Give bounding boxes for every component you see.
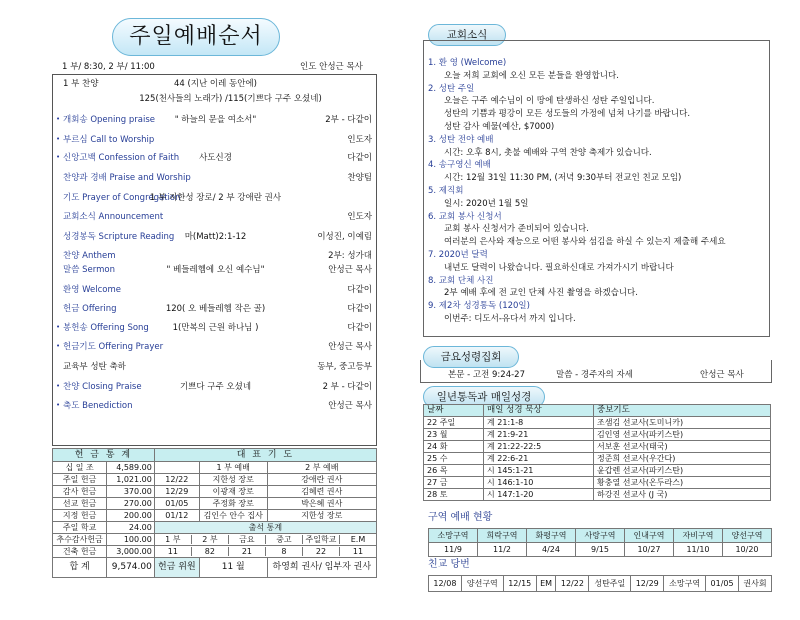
table-row — [424, 477, 771, 489]
order-item-label: 부르심 Call to Worship — [63, 135, 155, 145]
bullet-dot-icon: • — [56, 135, 61, 143]
order-item-detail: " 하늘의 문을 여소서" — [174, 115, 257, 125]
bullet-dot-icon: • — [56, 115, 61, 123]
table-row — [424, 417, 771, 429]
news-text: 오늘 저희 교회에 오신 모든 분들을 환영합니다. — [444, 70, 619, 81]
order-item — [53, 342, 378, 356]
offering-name: 주일 헌금 — [53, 474, 107, 486]
reading-cell: 계 21:9-21 — [484, 429, 594, 441]
reading-cell: 계 22:6-21 — [484, 453, 594, 465]
news-heading: 1. 환 영 (Welcome) — [428, 58, 507, 68]
order-item — [53, 362, 378, 376]
order-item-label: 축도 Benediction — [63, 401, 133, 411]
reading-cell: 28 토 — [424, 489, 484, 501]
order-item — [53, 251, 378, 265]
offering-amount: 200.00 — [107, 510, 155, 522]
order-item-leader: 인도자 — [347, 212, 372, 222]
duty-cell: 12/15 — [503, 576, 536, 592]
attendance-value: 21 — [228, 547, 265, 557]
offering-committee-month: 11 월 — [199, 558, 267, 578]
order-item — [53, 285, 378, 299]
duty-cell: 01/05 — [706, 576, 739, 592]
duty-table — [428, 575, 772, 592]
order-item — [53, 79, 378, 93]
news-text: 2부 예배 후에 전 교인 단체 사진 촬영을 하겠습니다. — [444, 288, 638, 299]
news-text: 여러분의 은사와 재능으로 어떤 봉사와 섬김을 하실 수 있는지 제출해 주세요 — [444, 237, 726, 248]
order-item-detail: 125(천사들의 노래가) /115(기쁘다 구주 오셨네) — [139, 94, 322, 104]
offering-amount: 3,000.00 — [107, 546, 155, 558]
offering-name: 추수감사헌금 — [53, 534, 107, 546]
reading-cell: 김인영 선교사(파키스탄) — [594, 429, 771, 441]
offering-row — [53, 498, 377, 510]
news-heading: 2. 성탄 주일 — [428, 83, 475, 94]
order-item — [53, 135, 378, 149]
news-heading: 3. 성탄 전야 예배 — [428, 134, 494, 145]
offering-row — [53, 534, 377, 546]
table-row — [424, 441, 771, 453]
offering-total-row — [53, 558, 377, 578]
reading-cell: 조샘김 선교사(도미니카) — [594, 417, 771, 429]
table-row — [424, 429, 771, 441]
order-item-label: 1 부 찬양 — [63, 79, 99, 89]
news-box — [423, 40, 770, 337]
offering-amount: 4,589.00 — [107, 462, 155, 474]
duty-cell: 성탄주일 — [589, 576, 631, 592]
attendance-label: 2 부 — [191, 535, 228, 545]
district-header-row — [429, 529, 772, 543]
order-item-detail: " 베들레헴에 오신 예수님" — [166, 265, 265, 275]
prayer-date: 12/22 — [154, 474, 199, 486]
table-row — [424, 465, 771, 477]
offering-amount: 24.00 — [107, 522, 155, 534]
prayer-second-service: 김혜련 권사 — [267, 486, 376, 498]
district-name: 소망구역 — [429, 529, 478, 543]
duty-cell: 소망구역 — [664, 576, 706, 592]
offering-amount: 270.00 — [107, 498, 155, 510]
order-item-leader: 안성근 목사 — [328, 401, 372, 411]
duty-cell: EM — [536, 576, 556, 592]
order-item-detail: 1 부 지한성 장로/ 2 부 강애란 권사 — [149, 193, 282, 203]
attendance-value: 8 — [265, 547, 302, 557]
reading-cell: 24 화 — [424, 441, 484, 453]
attendance-label: 1 부 — [165, 534, 181, 544]
order-item — [53, 153, 378, 167]
district-name: 자비구역 — [674, 529, 723, 543]
bullet-dot-icon: • — [56, 401, 61, 409]
order-item-label: 헌금기도 Offering Prayer — [63, 342, 164, 352]
order-item-leader: 이성진, 이예림 — [317, 232, 372, 242]
prayer-first-service: 1 부 예배 — [199, 462, 267, 474]
duty-row — [429, 576, 772, 592]
news-text: 이번주: 디도서-유다서 까지 입니다. — [444, 314, 576, 324]
district-date: 11/10 — [674, 543, 723, 557]
district-title: 구역 예배 현황 — [428, 512, 493, 523]
order-item — [53, 401, 378, 415]
news-text: 교회 봉사 신청서가 준비되어 있습니다. — [444, 224, 589, 235]
news-text: 오늘은 구주 예수님이 이 땅에 탄생하신 성탄 주일입니다. — [444, 96, 655, 107]
reading-header: 중보기도 — [594, 405, 771, 417]
offering-row — [53, 486, 377, 498]
prayer-first-service: 주정화 장로 — [199, 498, 267, 510]
reading-cell: 계 21:22-22:5 — [484, 441, 594, 453]
order-item-label: 기도 Prayer of Congregation — [63, 193, 181, 203]
duty-cell: 12/29 — [631, 576, 664, 592]
reading-title: 일년통독과 매일성경 — [423, 386, 545, 408]
news-heading: 6. 교회 봉사 신청서 — [428, 211, 502, 222]
attendance-value: 11 — [339, 547, 376, 557]
reading-table — [423, 404, 771, 501]
attendance-values — [154, 546, 376, 558]
news-text: 시간: 오후 8시, 촛불 예배와 구역 찬양 축제가 있습니다. — [444, 147, 652, 158]
order-item-leader: 2부: 성가대 — [328, 251, 372, 261]
offering-name: 십 일 조 — [53, 462, 107, 474]
attendance-label: E.M — [339, 535, 376, 545]
order-item-leader: 다같이 — [347, 285, 372, 295]
news-heading: 7. 2020년 달력 — [428, 250, 488, 260]
table-row — [424, 453, 771, 465]
district-name: 인내구역 — [625, 529, 674, 543]
attendance-label: 주일학교 — [302, 535, 339, 545]
news-text: 시간: 12월 31일 11:30 PM, (저녁 9:30부터 전교인 친교 모임) — [444, 173, 682, 184]
divider — [420, 360, 421, 382]
news-heading: 4. 송구영신 예배 — [428, 160, 491, 171]
prayer-date: 01/12 — [154, 510, 199, 522]
order-item-detail: 기쁘다 구주 오셨네 — [179, 382, 252, 392]
offering-total-amount: 9,574.00 — [107, 558, 155, 578]
reading-cell: 27 금 — [424, 477, 484, 489]
duty-cell: 12/08 — [429, 576, 462, 592]
district-date: 11/2 — [478, 543, 527, 557]
order-item-label: 찬양 Closing Praise — [63, 382, 142, 392]
order-item-detail: 마(Matt)2:1-12 — [184, 232, 247, 242]
friday-text: 본문 - 고전 9:24-27 — [448, 370, 525, 380]
service-leader: 인도 안성근 목사 — [300, 62, 363, 72]
reading-cell: 23 월 — [424, 429, 484, 441]
bullet-dot-icon: • — [56, 382, 61, 390]
reading-cell: 황충열 선교사(온두라스) — [594, 477, 771, 489]
duty-cell: 양선구역 — [461, 576, 503, 592]
news-text: 내년도 달력이 나왔습니다. 필요하신대로 가져가시기 바랍니다 — [444, 262, 674, 273]
district-table — [428, 528, 772, 557]
order-item-label: 성경봉독 Scripture Reading — [63, 232, 175, 242]
service-times: 1 부/ 8:30, 2 부/ 11:00 — [62, 62, 155, 72]
attendance-header: 출석 통계 — [154, 522, 376, 534]
table-row — [424, 489, 771, 501]
district-name: 희락구역 — [478, 529, 527, 543]
news-heading: 8. 교회 단체 사진 — [428, 275, 494, 286]
district-date: 11/9 — [429, 543, 478, 557]
divider — [420, 382, 772, 383]
prayer-date: 12/29 — [154, 486, 199, 498]
news-heading: 5. 제직회 — [428, 186, 464, 196]
news-text: 성탄의 기쁨과 평강이 모든 성도들의 가정에 넘쳐 나기를 바랍니다. — [444, 109, 691, 120]
reading-cell: 시 145:1-21 — [484, 465, 594, 477]
prayer-second-service: 박은혜 권사 — [267, 498, 376, 510]
order-item-leader: 동부, 중고등부 — [317, 362, 372, 372]
order-item-label: 말씀 Sermon — [63, 265, 115, 275]
duty-title: 친교 당번 — [428, 559, 470, 570]
offering-row — [53, 462, 377, 474]
order-item-label: 개회송 Opening praise — [63, 115, 156, 125]
offering-amount: 1,021.00 — [107, 474, 155, 486]
reading-header: 날짜 — [424, 405, 484, 417]
reading-cell: 22 주일 — [424, 417, 484, 429]
district-values-row — [429, 543, 772, 557]
reading-cell: 정준희 선교사(우간다) — [594, 453, 771, 465]
offering-row — [53, 546, 377, 558]
order-item-leader: 찬양팀 — [347, 173, 372, 183]
order-item-leader: 안성근 목사 — [328, 342, 372, 352]
order-item-label: 교육부 성탄 축하 — [63, 362, 126, 372]
reading-cell: 계 21:1-8 — [484, 417, 594, 429]
reading-cell: 시 146:1-10 — [484, 477, 594, 489]
duty-cell: 12/22 — [556, 576, 589, 592]
reading-cell: 윤갑렌 선교사(파키스탄) — [594, 465, 771, 477]
reading-cell: 하강진 선교사 (J 국) — [594, 489, 771, 501]
order-item-detail: 사도신경 — [199, 153, 232, 163]
prayer-second-service: 지한성 장로 — [267, 510, 376, 522]
offering-name: 주일 학교 — [53, 522, 107, 534]
order-item-detail: 44 (지난 이레 동안에) — [173, 79, 258, 89]
order-item-leader: 다같이 — [347, 304, 372, 314]
attendance-value: 11 — [167, 546, 178, 556]
order-item-label: 봉헌송 Offering Song — [63, 323, 149, 333]
attendance-label: 금요 — [228, 535, 265, 545]
order-item — [53, 212, 378, 226]
offering-committee-label: 헌금 위원 — [154, 558, 199, 578]
district-name: 양선구역 — [723, 529, 772, 543]
order-item — [53, 173, 378, 187]
prayer-date: 01/05 — [154, 498, 199, 510]
reading-cell: 시 147:1-20 — [484, 489, 594, 501]
order-item-leader: 다같이 — [347, 323, 372, 333]
friday-sermon: 말씀 - 경주자의 자세 — [556, 370, 633, 380]
prayer-second-service: 2 부 예배 — [267, 462, 376, 474]
reading-cell: 26 목 — [424, 465, 484, 477]
order-item-leader: 안성근 목사 — [328, 265, 372, 275]
offering-amount: 370.00 — [107, 486, 155, 498]
bulletin-title: 주일예배순서 — [112, 18, 280, 56]
order-item-leader: 2부 - 다같이 — [325, 115, 372, 125]
order-item-leader: 인도자 — [347, 135, 372, 145]
attendance-label: 중고 — [265, 535, 302, 545]
prayer-second-service: 강애란 권사 — [267, 474, 376, 486]
attendance-value: 82 — [191, 547, 228, 557]
offering-stats-table — [52, 448, 377, 578]
offering-row — [53, 510, 377, 522]
order-item — [53, 193, 378, 207]
district-date: 10/27 — [625, 543, 674, 557]
order-item — [53, 232, 378, 246]
offering-name: 감사 헌금 — [53, 486, 107, 498]
district-name: 화평구역 — [527, 529, 576, 543]
order-item-leader: 다같이 — [347, 153, 372, 163]
order-item — [53, 382, 378, 396]
news-title: 교회소식 — [428, 24, 506, 46]
order-item-label: 신앙고백 Confession of Faith — [63, 153, 180, 163]
order-item — [53, 323, 378, 337]
district-date: 9/15 — [576, 543, 625, 557]
news-text: 성탄 감사 예물(예산, $7000) — [444, 122, 555, 132]
order-item-label: 교회소식 Announcement — [63, 212, 164, 222]
reading-header: 매일 성경 묵상 — [484, 405, 594, 417]
offering-name: 건축 헌금 — [53, 546, 107, 558]
offering-header: 헌 금 통 계 — [53, 449, 155, 462]
order-item — [53, 115, 378, 129]
divider — [771, 360, 772, 382]
prayer-first-service: 이광재 장로 — [199, 486, 267, 498]
order-item — [53, 265, 378, 279]
bullet-dot-icon: • — [56, 153, 61, 161]
district-date: 4/24 — [527, 543, 576, 557]
news-text: 일시: 2020년 1월 5일 — [444, 198, 529, 209]
offering-name: 지정 헌금 — [53, 510, 107, 522]
order-item — [53, 304, 378, 318]
order-item-label: 환영 Welcome — [63, 285, 122, 295]
district-name: 사랑구역 — [576, 529, 625, 543]
bullet-dot-icon: • — [56, 342, 61, 350]
attendance-value: 22 — [302, 547, 339, 557]
news-heading: 9. 제2차 성경통독 (120일) — [428, 301, 530, 312]
bullet-dot-icon: • — [56, 323, 61, 331]
order-item-detail: 120( 오 베들레헴 작은 골) — [165, 304, 266, 314]
order-item-label: 찬양과 경배 Praise and Worship — [63, 173, 191, 183]
offering-row — [53, 474, 377, 486]
order-item — [53, 94, 378, 108]
duty-cell: 권사회 — [738, 576, 771, 592]
offering-name: 선교 헌금 — [53, 498, 107, 510]
reading-cell: 서보훈 선교사(태국) — [594, 441, 771, 453]
reading-header-row — [424, 405, 771, 417]
prayer-date — [154, 462, 199, 474]
order-item-detail: 1(만복의 근원 하나님 ) — [172, 323, 259, 333]
offering-committee-members: 하영희 권사/ 임부자 권사 — [267, 558, 376, 578]
offering-row — [53, 522, 377, 534]
offering-amount: 100.00 — [107, 534, 155, 546]
friday-title: 금요성령집회 — [423, 346, 519, 368]
order-item-label: 헌금 Offering — [63, 304, 117, 314]
order-item-label: 찬양 Anthem — [63, 251, 116, 261]
offering-total-label: 합 계 — [53, 558, 107, 578]
prayer-first-service: 지한성 장로 — [199, 474, 267, 486]
worship-order — [52, 74, 377, 446]
district-date: 10/20 — [723, 543, 772, 557]
order-item-leader: 2 부 - 다같이 — [322, 382, 372, 392]
friday-speaker: 안성근 목사 — [700, 370, 744, 380]
prayer-first-service: 김인수 안수 집사 — [199, 510, 267, 522]
reading-cell: 25 수 — [424, 453, 484, 465]
attendance-labels — [154, 534, 376, 546]
prayer-header: 대 표 기 도 — [154, 449, 376, 462]
